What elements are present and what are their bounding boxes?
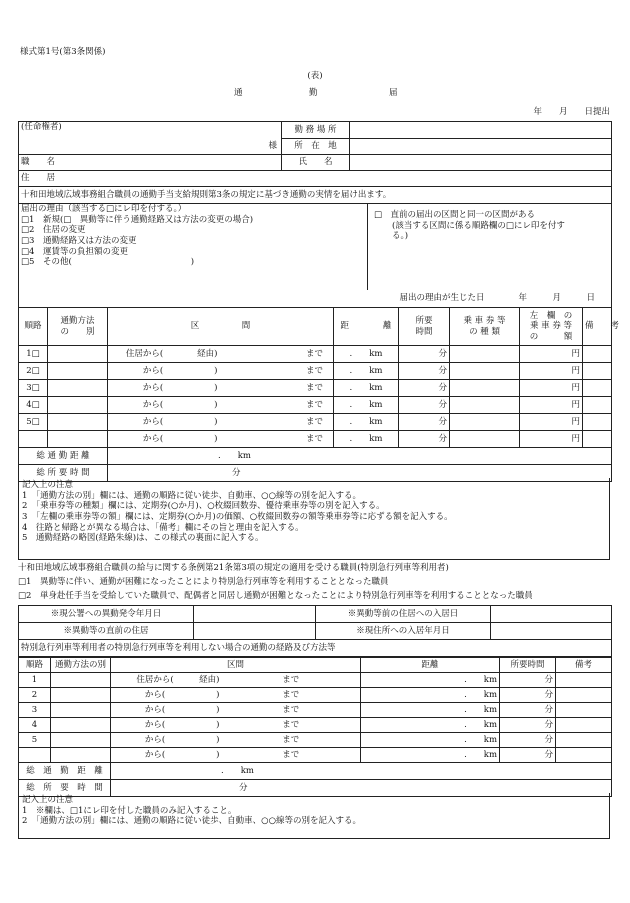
note-item: 1 ※欄は、□1にレ印を付した職員のみ記入すること。 [22,805,237,816]
note-item: 5 通勤経路の略図(経路朱線)は、この様式の裏面に記入する。 [22,533,264,544]
ticket-type-field[interactable] [450,414,520,431]
total-distance-row [19,448,612,465]
time-value: 分 [500,748,556,763]
distance-value: . km [361,748,500,763]
current-residence-date-label: ※現住所への入居年月日 [316,623,491,640]
route-no-checkbox[interactable]: 3□ [19,380,48,397]
title-char: 通 [234,88,243,98]
prev-residence-date-field[interactable] [491,606,612,623]
time-value: 分 [500,703,556,718]
amount-value: 円 [520,414,583,431]
remarks-field[interactable] [556,703,612,718]
section-to: まで [220,363,334,380]
method-field[interactable] [51,718,111,733]
time-value: 分 [500,718,556,733]
section-to: まで [222,748,361,763]
total-time-label: 総 所 要 時 間 [19,780,111,797]
col-distance: 距 離 [334,308,399,346]
amount-value: 円 [520,346,583,363]
section2-item-2[interactable]: □2 単身赴任手当を受給していた職員で、配偶者と同居し通勤が困難となったことにより特別急行列車等を利用することとなった職員 [18,591,533,601]
reason-box[interactable] [19,204,368,290]
table-row[interactable] [19,673,612,688]
col-ticket-amount: 左 欄 の 乗 車 券 等 の 額 [520,308,583,346]
section-to: まで [220,431,334,448]
table-row[interactable] [19,703,612,718]
route-no-checkbox[interactable]: 1□ [19,346,48,363]
method-field[interactable] [51,748,111,763]
note-item: 2 「通勤方法の別」欄には、通勤の順路に従い徒歩、自動車、○○線等の別を記入する。 [22,816,361,827]
time-value: 分 [500,673,556,688]
table-row[interactable] [19,414,612,431]
section-to: まで [220,380,334,397]
distance-value: . km [334,380,399,397]
appointer-cell[interactable] [19,122,282,155]
notes-title: 記入上の注意 [22,480,74,490]
reason-item[interactable]: □1 新規(□ 異動等に伴う通勤経路又は方法の変更の場合) [21,214,254,225]
section-from: から( ) [111,748,222,763]
section-to: まで [222,733,361,748]
remarks-field[interactable] [583,414,612,431]
distance-value: . km [361,673,500,688]
job-title-label: 職 名 [21,157,56,168]
ticket-type-field[interactable] [450,380,520,397]
page-title [0,88,630,100]
total-time-label: 総 所 要 時 間 [19,465,108,482]
remarks-field[interactable] [583,397,612,414]
distance-value: . km [334,414,399,431]
section-to: まで [222,673,361,688]
section-to: まで [220,346,334,363]
total-distance-value[interactable]: . km [111,763,612,780]
notes-title: 記入上の注意 [22,795,74,805]
total-distance-row [19,763,612,780]
col-remarks: 備考 [556,658,612,673]
alt-route-title: 特別急行列車等利用者の特別急行列車等を利用しない場合の通勤の経路及び方法等 [19,640,612,657]
section-from: から( ) [108,431,220,448]
residence-row[interactable] [19,171,612,187]
total-distance-label: 総 通 勤 距 離 [19,763,111,780]
route-no: 1 [19,673,51,688]
workplace-field[interactable] [350,122,612,139]
total-distance-label: 総 通 勤 距 離 [19,448,108,465]
col-section: 区間 [111,658,361,673]
appointer-label: (任命権者) [21,122,62,132]
table-row[interactable] [19,688,612,703]
col-time: 所要時間 [500,658,556,673]
remarks-field[interactable] [583,363,612,380]
table-row[interactable] [19,397,612,414]
route-no-checkbox[interactable]: 2□ [19,363,48,380]
reason-item[interactable]: □4 運賃等の負担額の変更 [21,246,128,257]
ticket-type-field[interactable] [450,397,520,414]
remarks-field[interactable] [583,380,612,397]
route-no: 5 [19,733,51,748]
remarks-field[interactable] [583,431,612,448]
sama-label: 様 [268,141,277,152]
reason-table [18,186,612,308]
time-value: 分 [399,363,450,380]
same-route-checkbox[interactable]: □ 直前の届出の区間と同一の区間がある [374,210,536,220]
name-field[interactable] [350,155,612,171]
remarks-field[interactable] [556,718,612,733]
reason-title: 届出の理由（該当する□にレ印を付する。） [21,204,187,214]
front-label: (表) [307,71,323,81]
col-method: 通勤方法の別 [51,658,111,673]
same-route-box[interactable] [368,204,612,290]
method-field[interactable] [51,703,111,718]
note-item: 4 往路と帰路とが異なる場合は、「備考」欄にその旨と理由を記入する。 [22,522,304,533]
note-item: 3 「左欄の乗車券等の額」欄には、定期券(○か月)の価額、○枚綴回数券の額等乗車券等に応ずる額を記入する。 [22,511,453,522]
method-field[interactable] [48,363,108,380]
table-row[interactable] [19,346,612,363]
route-no-checkbox[interactable]: 5□ [19,414,48,431]
declaration-text: 十和田地域広域事務組合職員の通勤手当支給規則第3条の規定に基づき通勤の実情を届け出ます。 [19,187,612,204]
note-item: 2 「乗車券等の種類」欄には、定期券(○か月)、○枚綴回数券、優待乗車券等の別を記入する。 [22,501,385,512]
method-field[interactable] [48,431,108,448]
time-value: 分 [399,431,450,448]
method-field[interactable] [48,380,108,397]
section-to: まで [222,688,361,703]
reason-occur-date: 届出の理由が生じた日 年 月 日 [19,290,612,308]
workplace-label: 勤 務 場 所 [282,122,350,139]
reason-item[interactable]: □3 通勤経路又は方法の変更 [21,235,137,246]
distance-value: . km [334,363,399,380]
title-char: 届 [389,88,398,98]
total-distance-value[interactable]: . km [108,448,612,465]
route-no: 4 [19,718,51,733]
title-char: 勤 [309,88,318,98]
section2-title: 十和田地域広域事務組合職員の給与に関する条例第21条第3項の規定の適用を受ける職員(特別急行列車等利用者) [18,563,449,573]
time-value: 分 [399,380,450,397]
section-from: 住居から( 経由) [108,346,220,363]
table-row[interactable] [19,431,612,448]
reason-item[interactable]: □2 住居の変更 [21,225,86,236]
col-section: 区 間 [108,308,334,346]
transfer-info-table [18,605,612,657]
name-label: 氏 名 [282,155,350,171]
location-field[interactable] [350,139,612,155]
table-row[interactable] [19,748,612,763]
table-row[interactable] [19,380,612,397]
reason-item[interactable]: □5 その他( ) [21,257,195,268]
prev-residence-date-label: ※異動等前の住居への入居日 [316,606,491,623]
time-value: 分 [500,733,556,748]
method-field[interactable] [51,688,111,703]
notes-box-2 [18,793,610,839]
method-field[interactable] [48,414,108,431]
section-from: から( ) [108,414,220,431]
col-remarks: 備 考 [583,308,612,346]
section2-item-1[interactable]: □1 異動等に伴い、通勤が困難になったことにより特別急行列車等を利用することとなった職員 [18,577,389,587]
distance-value: . km [361,688,500,703]
time-value: 分 [399,346,450,363]
transfer-date-field[interactable] [194,606,316,623]
table-row[interactable] [19,718,612,733]
ticket-type-field[interactable] [450,346,520,363]
notes-box-1 [18,478,610,560]
remarks-field[interactable] [583,346,612,363]
section-from: から( ) [111,733,222,748]
time-value: 分 [399,397,450,414]
distance-value: . km [361,703,500,718]
section-from: から( ) [111,718,222,733]
col-distance: 距離 [361,658,500,673]
section-from: から( ) [108,380,220,397]
remarks-field[interactable] [556,673,612,688]
distance-value: . km [334,397,399,414]
section-from: から( ) [108,397,220,414]
section-from: から( ) [111,688,222,703]
col-time: 所要 時間 [399,308,450,346]
remarks-field[interactable] [556,733,612,748]
route-table-2 [18,657,612,797]
distance-value: . km [334,431,399,448]
method-field[interactable] [48,397,108,414]
method-field[interactable] [48,346,108,363]
ticket-type-field[interactable] [450,363,520,380]
col-route-no: 順路 [19,658,51,673]
method-field[interactable] [51,673,111,688]
location-label: 所 在 地 [282,139,350,155]
distance-value: . km [361,718,500,733]
section-from: から( ) [111,703,222,718]
route-table-1 [18,307,620,482]
route-no: 3 [19,703,51,718]
total-time-value[interactable]: 分 [111,780,612,797]
same-route-note: る。) [392,231,409,242]
transfer-date-label: ※現公署への異動発令年月日 [19,606,194,623]
amount-value: 円 [520,380,583,397]
table-row[interactable] [19,733,612,748]
col-ticket-type: 乗 車 券 等 の 種 類 [450,308,520,346]
route-no: 2 [19,688,51,703]
table-row[interactable] [19,363,612,380]
col-route-no: 順路 [19,308,48,346]
prev-residence-label: ※異動等の直前の住居 [19,623,194,640]
route-no-checkbox[interactable]: 4□ [19,397,48,414]
current-residence-date-field[interactable] [491,623,612,640]
section-from: 住居から( 経由) [111,673,222,688]
form-number: 様式第1号(第3条関係) [20,47,106,57]
section-to: まで [222,703,361,718]
section-to: まで [222,718,361,733]
distance-value: . km [334,346,399,363]
header-table [18,121,612,187]
note-item: 1 「通勤方法の別」欄には、通勤の順路に従い徒歩、自動車、○○線等の別を記入する。 [22,490,361,501]
time-value: 分 [399,414,450,431]
amount-value: 円 [520,363,583,380]
section-from: から( ) [108,363,220,380]
submit-date: 年 月 日提出 [533,107,610,117]
col-method: 通勤方法 の 別 [48,308,108,346]
remarks-field[interactable] [556,688,612,703]
total-time-value[interactable]: 分 [108,465,612,482]
time-value: 分 [500,688,556,703]
section-to: まで [220,397,334,414]
distance-value: . km [361,733,500,748]
ticket-type-field[interactable] [450,431,520,448]
amount-value: 円 [520,397,583,414]
route-no [19,748,51,763]
method-field[interactable] [51,733,111,748]
same-route-note: (該当する区間に係る順路欄の□にレ印を付す [392,220,565,231]
remarks-field[interactable] [556,748,612,763]
prev-residence-field[interactable] [194,623,316,640]
route-no-cell [19,431,48,448]
section-to: まで [220,414,334,431]
amount-value: 円 [520,431,583,448]
residence-label: 住 居 [21,173,56,184]
